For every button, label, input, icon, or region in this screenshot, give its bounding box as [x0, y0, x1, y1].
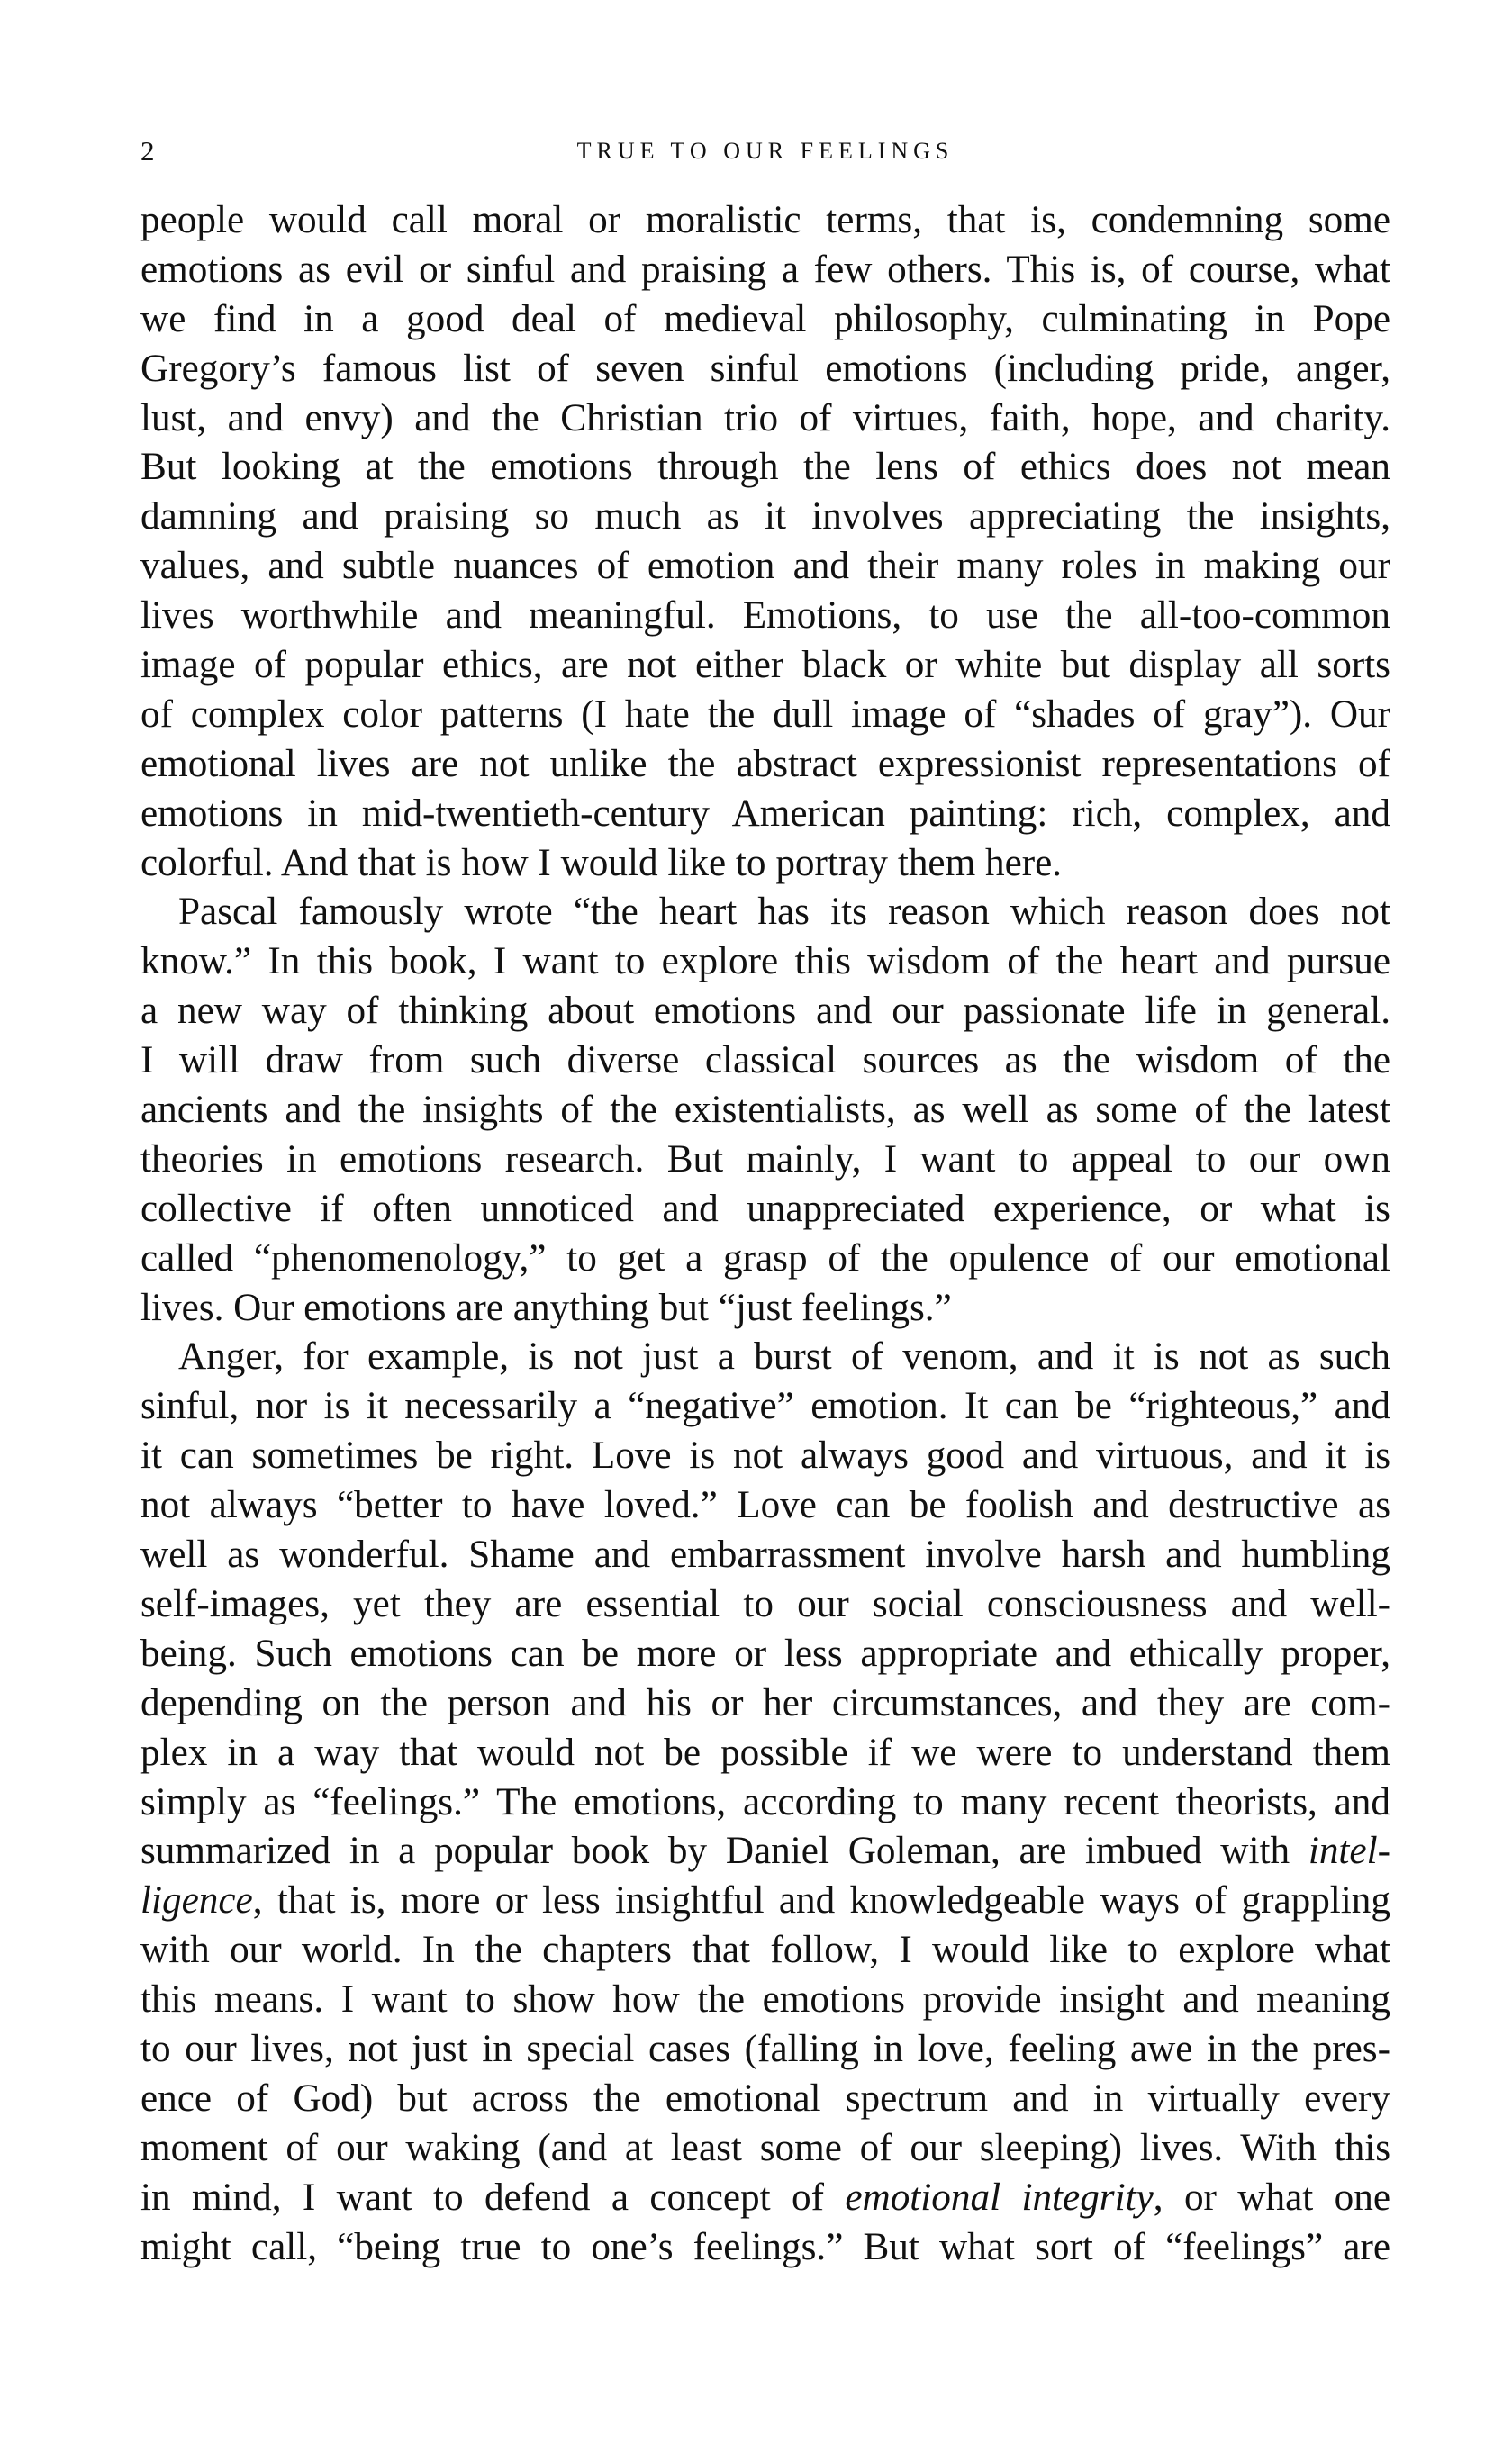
running-head [140, 133, 1390, 169]
text-line: Anger, for example, is not just a burst of venom, and it is not as such [178, 1335, 1390, 1379]
text-line: a new way of thinking about emotions and our passionate life in general. [140, 990, 1390, 1033]
text-line: values, and subtle nuances of emotion and their many roles in making our [140, 545, 1390, 588]
text-line: I will draw from such diverse classical sources as the wisdom of the [140, 1039, 1390, 1082]
text-line: theories in emotions research. But mainly, I want to appeal to our own [140, 1137, 1390, 1181]
text-line: Pascal famously wrote “the heart has its reason which reason does not [178, 891, 1390, 934]
text-line: emotions in mid-twentieth-century American painting: rich, complex, and [140, 792, 1390, 835]
text-line: it can sometimes be right. Love is not always good and virtuous, and it is [140, 1434, 1390, 1478]
text-line: not always “better to have loved.” Love can be foolish and destructive as [140, 1484, 1390, 1527]
running-title: TRUE TO OUR FEELINGS [576, 138, 955, 164]
text-line: this means. I want to show how the emotions provide insight and meaning [140, 1978, 1390, 2022]
italic-term: intel- [1308, 1830, 1390, 1873]
italic-term: ligence [140, 1879, 253, 1923]
text-line: well as wonderful. Shame and embarrassment involve harsh and humbling [140, 1534, 1390, 1577]
text-line: colorful. And that is how I would like to portray them here. [140, 841, 1063, 884]
book-page [140, 133, 1390, 2272]
text-line: Gregory’s famous list of seven sinful emotions (including pride, anger, [140, 347, 1390, 390]
text-line: damning and praising so much as it involves appreciating the insights, [140, 495, 1390, 538]
text-line: know.” In this book, I want to explore this wisdom of the heart and pursue [140, 940, 1390, 983]
text-line: being. Such emotions can be more or less appropriate and ethically proper, [140, 1632, 1390, 1675]
text-line: emotions as evil or sinful and praising a few others. This is, of course, what [140, 248, 1390, 291]
italic-term: emotional integrity [845, 2176, 1154, 2219]
page-number: 2 [140, 135, 155, 167]
text-line: summarized in a popular book by Daniel Goleman, are imbued with intel- [140, 1830, 1390, 1873]
text-line: ence of God) but across the emotional spectrum and in virtually every [140, 2077, 1390, 2120]
text-line: to our lives, not just in special cases (falling in love, feeling awe in the pres- [140, 2027, 1390, 2070]
text-line: plex in a way that would not be possible if we were to understand them [140, 1731, 1390, 1774]
text-line: called “phenomenology,” to get a grasp of the opulence of our emotional [140, 1236, 1390, 1280]
text-line: lust, and envy) and the Christian trio of virtues, faith, hope, and charity. [140, 396, 1390, 439]
text-line: emotional lives are not unlike the abstract expressionist representations of [140, 742, 1390, 785]
body-text [140, 196, 1390, 2272]
text-line: with our world. In the chapters that follow, I would like to explore what [140, 1929, 1390, 1972]
text-line: simply as “feelings.” The emotions, according to many recent theorists, and [140, 1780, 1390, 1823]
text-line: ligence, that is, more or less insightful and knowledgeable ways of grappling [140, 1879, 1390, 1923]
text-line: people would call moral or moralistic terms, that is, condemning some [140, 199, 1390, 241]
text-line: ancients and the insights of the existentialists, as well as some of the latest [140, 1089, 1390, 1132]
text-line: lives worthwhile and meaningful. Emotions, to use the all-too-common [140, 594, 1390, 638]
text-line: image of popular ethics, are not either black or white but display all sorts [140, 644, 1390, 687]
text-line: But looking at the emotions through the lens of ethics does not mean [140, 446, 1390, 489]
text-line: collective if often unnoticed and unappreciated experience, or what is [140, 1187, 1390, 1230]
text-line: might call, “being true to one’s feelings.” But what sort of “feelings” are [140, 2225, 1390, 2268]
text-line: of complex color patterns (I hate the dull image of “shades of gray”). Our [140, 692, 1390, 736]
text-line: in mind, I want to defend a concept of emotional integrity, or what one [140, 2176, 1390, 2219]
text-line: depending on the person and his or her circumstances, and they are com- [140, 1681, 1390, 1724]
text-line: sinful, nor is it necessarily a “negative” emotion. It can be “righteous,” and [140, 1385, 1390, 1428]
text-line: lives. Our emotions are anything but “just feelings.” [140, 1286, 952, 1329]
text-line: moment of our waking (and at least some of our sleeping) lives. With this [140, 2126, 1390, 2169]
text-line: we find in a good deal of medieval philosophy, culminating in Pope [140, 297, 1390, 340]
text-line: self-images, yet they are essential to our social consciousness and well- [140, 1582, 1390, 1625]
